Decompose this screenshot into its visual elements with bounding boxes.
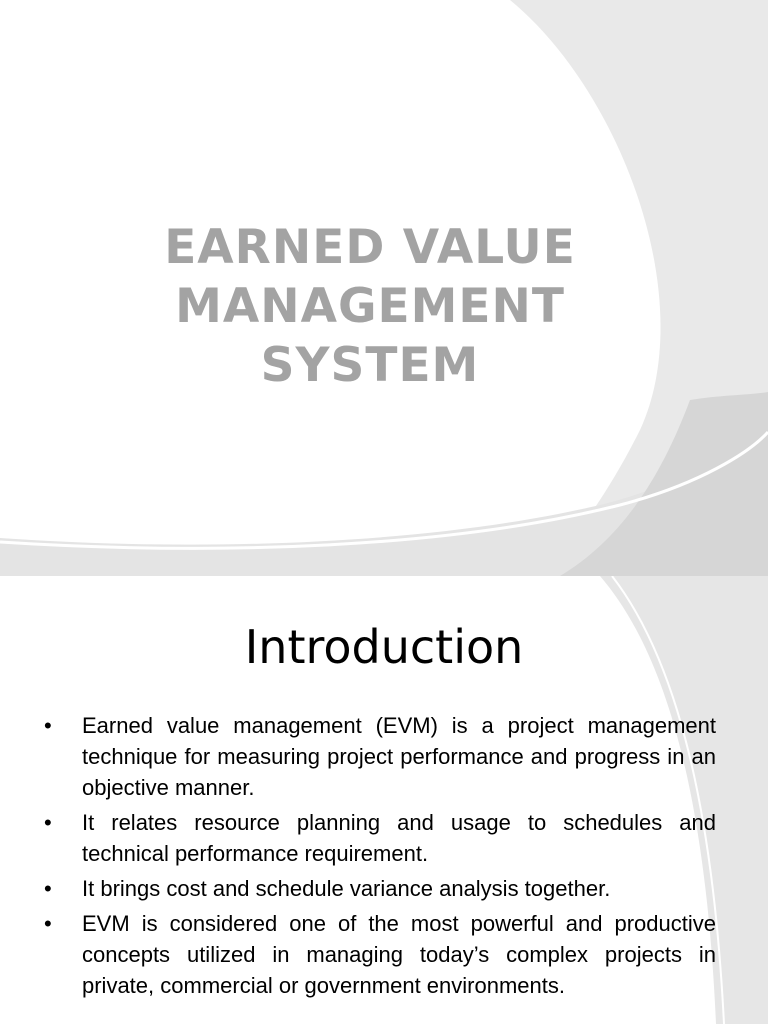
- bullet-icon: •: [44, 713, 52, 738]
- bullet-text: It brings cost and schedule variance analysis together.: [82, 876, 611, 901]
- list-item: [44, 908, 716, 1001]
- bullet-icon: •: [44, 911, 52, 936]
- introduction-slide: [0, 576, 768, 1024]
- title-line-1: EARNED VALUE: [164, 220, 576, 275]
- bullet-text: It relates resource planning and usage to schedules and technical performance requirement.: [82, 810, 716, 866]
- bullet-text: Earned value management (EVM) is a project management technique for measuring project performance and progress in an objective manner.: [82, 713, 716, 800]
- slide-title: [110, 218, 630, 395]
- bullet-list: [44, 710, 716, 1005]
- list-item: [44, 873, 716, 904]
- bullet-icon: •: [44, 876, 52, 901]
- bullet-text: EVM is considered one of the most powerful and productive concepts utilized in managing today’s complex projects in private, commercial or government environments.: [82, 911, 716, 998]
- list-item: [44, 807, 716, 869]
- bullet-icon: •: [44, 810, 52, 835]
- title-line-3: SYSTEM: [260, 338, 480, 393]
- title-line-2: MANAGEMENT: [175, 279, 565, 334]
- list-item: [44, 710, 716, 803]
- slide-heading: Introduction: [244, 620, 524, 674]
